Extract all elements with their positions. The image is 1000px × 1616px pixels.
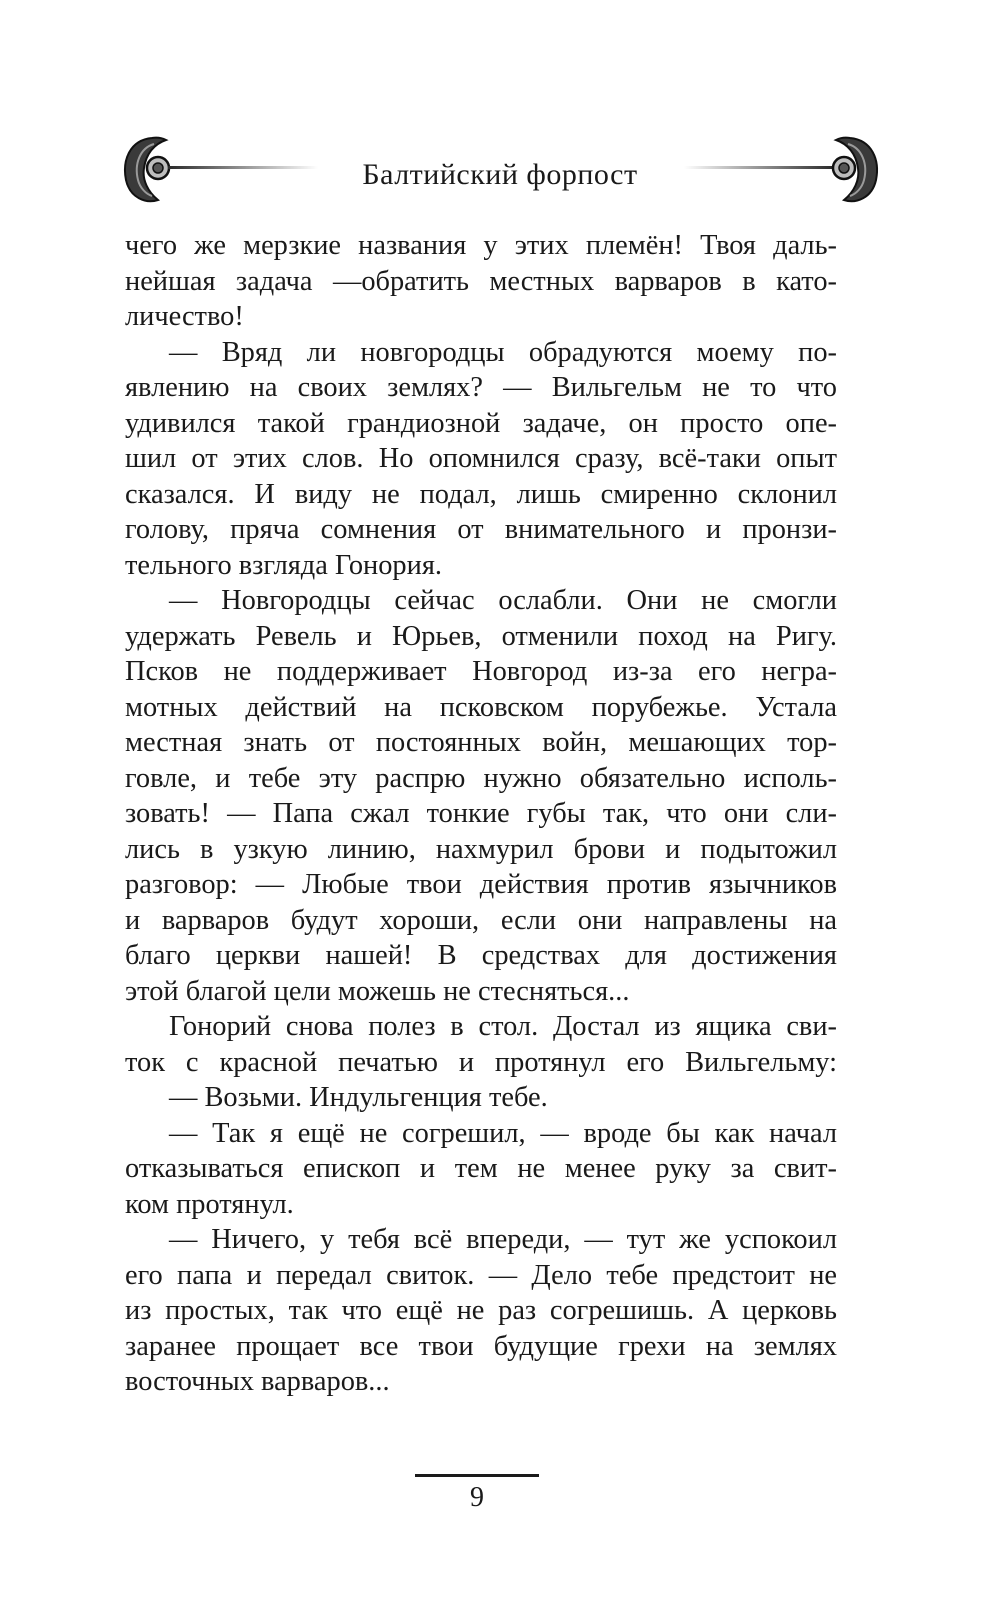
text-line: благо церкви нашей! В средствах для достижения (125, 940, 837, 971)
text-line: тельного взгляда Гонория. (125, 549, 442, 581)
text-line: ком протянул. (125, 1188, 294, 1220)
text-line: отказываться епископ и тем не менее руку за свит- (125, 1153, 837, 1184)
text-line: говле, и тебе эту распрю нужно обязательно исполь- (125, 762, 837, 794)
text-line: Псков не поддерживает Новгород из-за его негра- (125, 656, 837, 687)
text-line: лись в узкую линию, нахмурил брови и подытожил (125, 833, 837, 865)
text-line: местная знать от постоянных войн, мешающих тор- (125, 727, 837, 758)
text-line: заранее прощает все твои будущие грехи на землях (125, 1330, 837, 1362)
text-line: удержать Ревель и Юрьев, отменили поход на Ригу. (125, 620, 837, 652)
text-line: сказался. И виду не подал, лишь смиренно склонил (125, 478, 837, 510)
text-line: голову, пряча сомнения от внимательного и пронзи- (125, 514, 837, 545)
text-line: явлению на своих землях? — Вильгельм не то что (125, 372, 837, 403)
text-line: — Возьми. Индульгенция тебе. (169, 1082, 548, 1113)
page-number: 9 (470, 1482, 484, 1513)
text-line: его папа и передал свиток. — Дело тебе предстоит не (125, 1259, 837, 1291)
text-line: чего же мерзкие названия у этих племён! Твоя даль- (125, 230, 837, 261)
text-line: и варваров будут хороши, если они направлены на (125, 904, 837, 936)
body-text (125, 228, 837, 1400)
footer-rule (415, 1474, 539, 1477)
running-header (0, 130, 1000, 220)
text-line: разговор: — Любые твои действия против язычников (125, 869, 837, 900)
text-line: зовать! — Папа сжал тонкие губы так, что они сли- (125, 798, 837, 829)
text-line: шил от этих слов. Но опомнился сразу, всё-таки опыт (125, 443, 837, 474)
right-ornament-icon (684, 130, 884, 210)
text-line: нейшая задача —обратить местных варваров в като- (125, 265, 837, 297)
text-line: Гонорий снова полез в стол. Достал из ящика сви- (169, 1011, 837, 1042)
text-line: ток с красной печатью и протянул его Вильгельму: (125, 1046, 837, 1078)
text-line: восточных варваров... (125, 1366, 390, 1397)
text-line: личество! (125, 301, 244, 332)
text-line: — Так я ещё не согрешил, — вроде бы как начал (169, 1117, 837, 1149)
text-line: удивился такой грандиозной задаче, он просто опе- (125, 407, 837, 439)
text-line: мотных действий на псковском порубежье. Устала (125, 691, 837, 723)
running-header-title: Балтийский форпост (362, 158, 638, 191)
text-line: — Новгородцы сейчас ослабли. Они не смогли (169, 585, 837, 616)
text-line: этой благой цели можешь не стесняться... (125, 975, 630, 1007)
text-line: — Вряд ли новгородцы обрадуются моему по- (169, 336, 837, 368)
text-line: из простых, так что ещё не раз согрешишь. А церковь (125, 1295, 837, 1326)
text-line: — Ничего, у тебя всё впереди, — тут же успокоил (169, 1224, 837, 1255)
